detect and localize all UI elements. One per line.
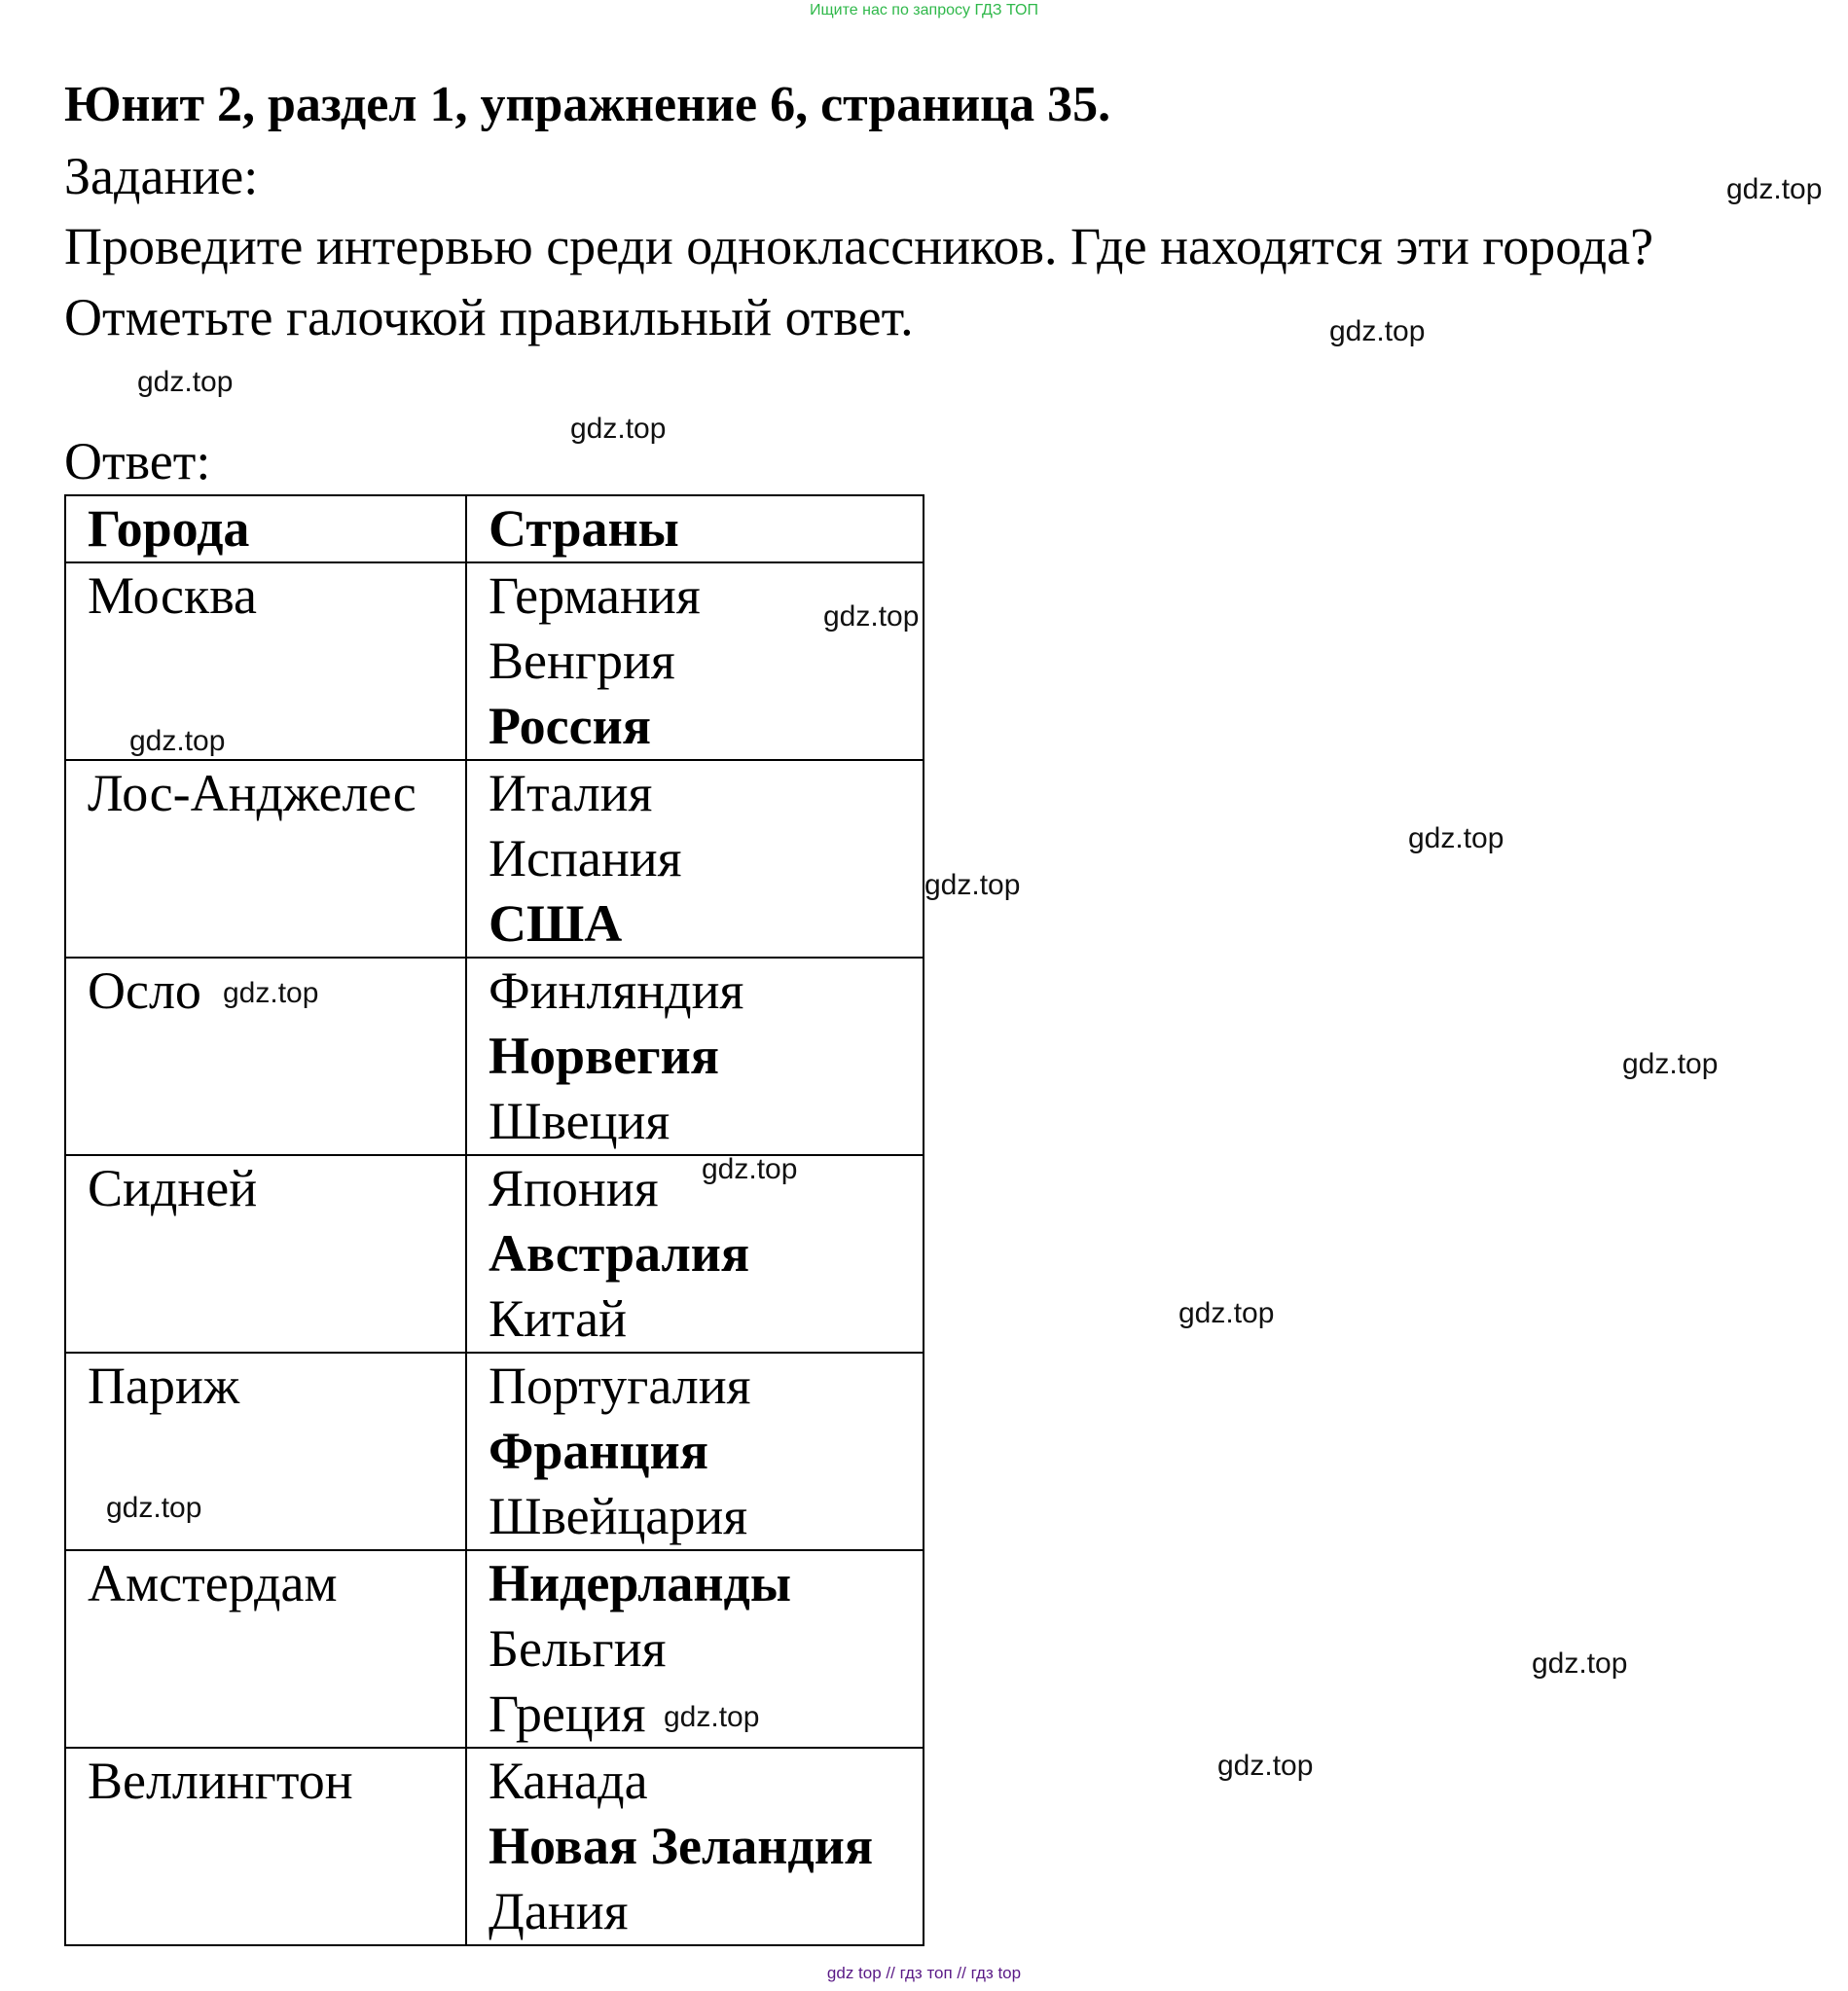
country-option: Германия xyxy=(489,566,701,625)
watermark: gdz.top xyxy=(664,1701,760,1733)
watermark: gdz.top xyxy=(1726,173,1823,205)
answer-table-body xyxy=(65,562,924,1945)
answer-table xyxy=(64,494,924,1946)
watermark: gdz.top xyxy=(570,413,667,445)
footer-banner[interactable]: gdz top // гдз топ // гдз top xyxy=(826,1964,1022,1982)
top-banner[interactable]: Ищите нас по запросу ГДЗ ТОП xyxy=(810,2,1038,18)
watermark: gdz.top xyxy=(1329,315,1426,347)
table-row xyxy=(65,1550,924,1748)
countries-cell xyxy=(466,1748,924,1945)
country-option: Венгрия xyxy=(489,632,675,690)
header-countries: Страны xyxy=(466,495,924,562)
city-cell: Москва xyxy=(65,562,466,760)
task-text-line: Отметьте галочкой правильный ответ. xyxy=(64,288,914,346)
country-option: Дания xyxy=(489,1882,629,1940)
country-option: Бельгия xyxy=(489,1619,667,1678)
country-option: Китай xyxy=(489,1289,628,1348)
countries-cell xyxy=(466,1155,924,1353)
city-cell: Веллингтон xyxy=(65,1748,466,1945)
country-option-correct: Австралия xyxy=(489,1224,750,1283)
watermark: gdz.top xyxy=(129,725,226,757)
watermark: gdz.top xyxy=(1178,1297,1275,1329)
country-option-correct: США xyxy=(489,894,623,953)
watermark: gdz.top xyxy=(1217,1750,1314,1782)
watermark: gdz.top xyxy=(1408,822,1504,854)
watermark: gdz.top xyxy=(223,977,319,1009)
country-option: Финляндия xyxy=(489,961,744,1020)
country-option-correct: Нидерланды xyxy=(489,1554,791,1612)
header-cities: Города xyxy=(65,495,466,562)
countries-cell xyxy=(466,760,924,958)
watermark: gdz.top xyxy=(702,1153,798,1185)
country-option-correct: Новая Зеландия xyxy=(489,1817,874,1875)
task-label: Задание: xyxy=(64,147,259,205)
countries-cell xyxy=(466,958,924,1155)
country-option: Португалия xyxy=(489,1357,751,1415)
country-option: Швеция xyxy=(489,1092,670,1150)
country-option: Канада xyxy=(489,1752,648,1810)
table-row xyxy=(65,958,924,1155)
table-row xyxy=(65,760,924,958)
watermark: gdz.top xyxy=(1622,1048,1719,1080)
city-cell: Осло xyxy=(65,958,466,1155)
city-cell: Париж xyxy=(65,1353,466,1550)
watermark: gdz.top xyxy=(106,1492,202,1524)
city-cell: Сидней xyxy=(65,1155,466,1353)
country-option: Греция xyxy=(489,1684,646,1743)
country-option-correct: Норвегия xyxy=(489,1027,720,1085)
country-option: Япония xyxy=(489,1159,659,1217)
city-cell: Лос-Анджелес xyxy=(65,760,466,958)
table-header-row xyxy=(65,495,924,562)
country-option-correct: Франция xyxy=(489,1422,708,1480)
page-title: Юнит 2, раздел 1, упражнение 6, страница 35. xyxy=(64,77,1111,132)
answer-label: Ответ: xyxy=(64,432,211,490)
country-option-correct: Россия xyxy=(489,697,651,755)
watermark: gdz.top xyxy=(1532,1647,1628,1680)
country-option: Италия xyxy=(489,764,653,822)
countries-cell xyxy=(466,1353,924,1550)
table-row xyxy=(65,1748,924,1945)
city-cell: Амстердам xyxy=(65,1550,466,1748)
watermark: gdz.top xyxy=(137,366,234,398)
task-text-line: Проведите интервью среди одноклассников. Где находятся эти города? xyxy=(64,217,1654,275)
country-option: Испания xyxy=(489,829,682,887)
watermark: gdz.top xyxy=(823,600,920,633)
countries-cell xyxy=(466,562,924,760)
watermark: gdz.top xyxy=(924,869,1021,901)
country-option: Швейцария xyxy=(489,1487,748,1545)
